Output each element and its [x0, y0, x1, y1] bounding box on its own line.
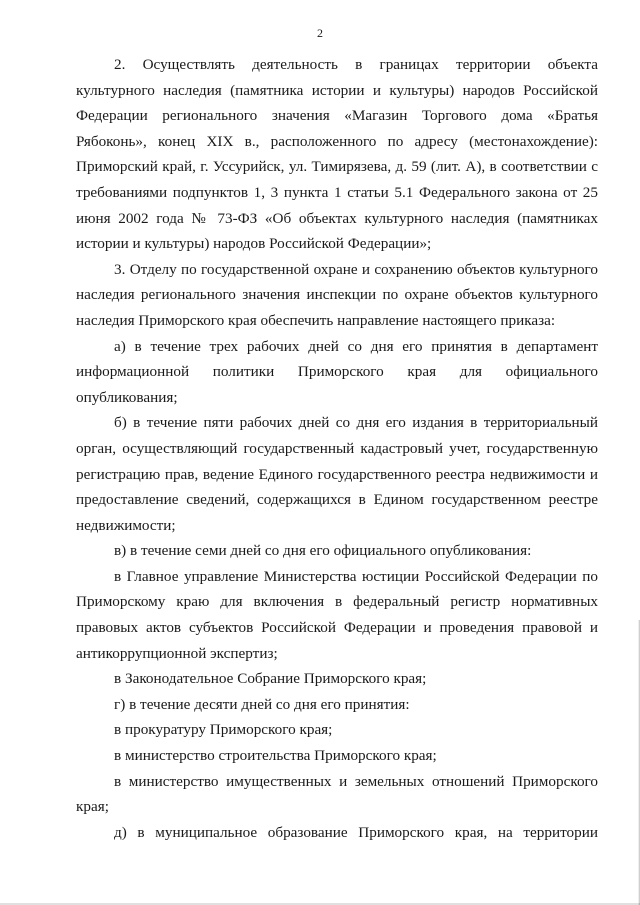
paragraph-ministry-property: в министерство имущественных и земельных отношений Приморского края; [76, 772, 598, 816]
paragraph-subitem-b: б) в течение пяти рабочих дней со дня его издания в территориальный орган, осуществляющий государственный кадастровый учет, государственную регистрацию прав, ведение Единого государственного реестра недвижимости и предоставление сведений, содержащихся в Едином государственном реестре недвижимости; [76, 414, 598, 534]
paragraph-subitem-d: д) в муниципальное образование Приморского края, на территории [114, 823, 598, 841]
paragraph-subitem-a: а) в течение трех рабочих дней со дня его принятия в департамент информационной политики Приморского края для официального опубликования; [76, 337, 598, 406]
paragraph-legislative-assembly: в Законодательное Собрание Приморского края; [114, 670, 427, 688]
document-body [76, 52, 598, 845]
paragraph-ministry-justice: в Главное управление Министерства юстиции Российской Федерации по Приморскому краю для включения в федеральный регистр нормативных правовых актов субъектов Российской Федерации и проведения правовой и антикоррупционной экспертиз; [76, 567, 598, 662]
paragraph-ministry-construction: в министерство строительства Приморского края; [114, 747, 437, 765]
paragraph-item-2: 2. Осуществлять деятельность в границах территории объекта культурного наследия (памятника истории и культуры) народов Российской Федерации регионального значения «Магазин Торгового дома «Братья Рябоконь», конец XIX в., расположенного по адресу (местонахождение): Приморский край, г. Уссурийск, ул. Тимирязева, д. 59 (лит. А), в соответствии с требованиями подпунктов 1, 3 пункта 1 статьи 5.1 Федерального закона от 25 июня 2002 года № 73-ФЗ «Об объектах культурного наследия (памятниках истории и культуры) народов Российской Федерации»; [76, 56, 598, 253]
page-number: 2 [317, 26, 323, 40]
paragraph-prosecutor-office: в прокуратуру Приморского края; [114, 721, 333, 739]
paragraph-subitem-v: в) в течение семи дней со дня его официального опубликования: [114, 542, 532, 560]
paragraph-subitem-g: г) в течение десяти дней со дня его принятия: [114, 695, 410, 713]
paragraph-item-3: 3. Отделу по государственной охране и сохранению объектов культурного наследия регионального значения инспекции по охране объектов культурного наследия Приморского края обеспечить направление настоящего приказа: [76, 260, 598, 329]
